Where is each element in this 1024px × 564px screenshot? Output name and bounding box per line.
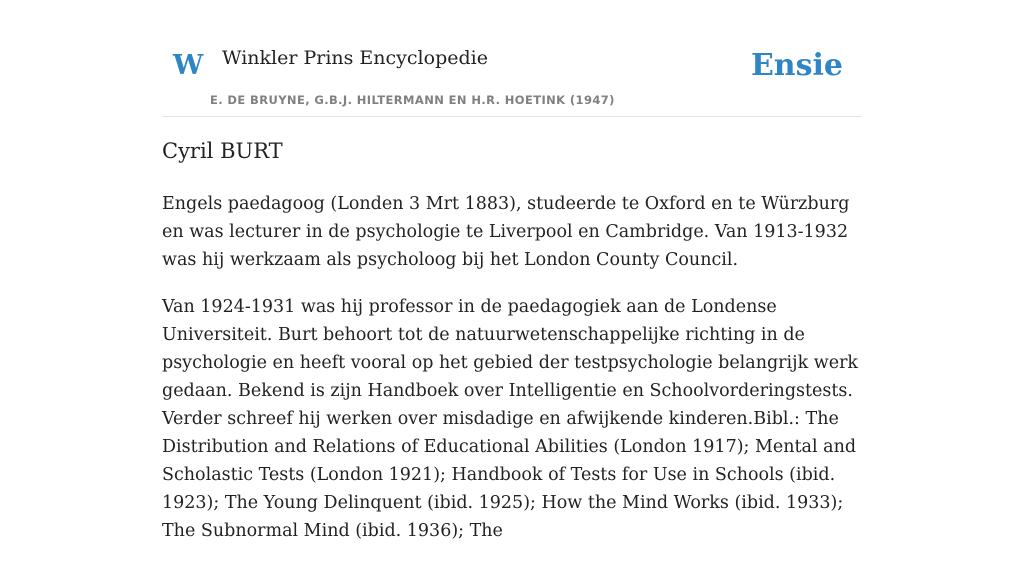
source-logo-icon[interactable]: W xyxy=(173,50,204,81)
article-paragraph: Van 1924-1931 was hij professor in de paedagogiek aan de Londense Universiteit. Burt behoort tot de natuurwetenschappelijke richting in de psychologie en heeft vooral op het gebied der testpsychologie belangrijk werk gedaan. Bekend is zijn Handboek over Intelligentie en Schoolvorderingstests. Verder schreef hij werken over misdadige en afwijkende kinderen.Bibl.: The Distribution and Relations of Educational Abilities (London 1917); Mental and Scholastic Tests (London 1921); Handbook of Tests for Use in Schools (ibid. 1923); The Young Delinquent (ibid. 1925); How the Mind Works (ibid. 1933); The Subnormal Mind (ibid. 1936); The xyxy=(162,297,859,542)
source-title[interactable]: Winkler Prins Encyclopedie xyxy=(222,47,488,69)
source-authors: E. DE BRUYNE, G.B.J. HILTERMANN EN H.R. HOETINK (1947) xyxy=(210,93,615,107)
article xyxy=(162,138,862,564)
article-paragraph: Engels paedagoog (Londen 3 Mrt 1883), studeerde te Oxford en te Würzburg en was lecturer in de psychologie te Liverpool en Cambridge. Van 1913-1932 was hij werkzaam als psycholoog bij het London County Council. xyxy=(162,194,850,271)
ensie-logo[interactable]: Ensie xyxy=(750,48,843,83)
article-title: Cyril BURT xyxy=(162,139,283,163)
header xyxy=(162,0,862,117)
